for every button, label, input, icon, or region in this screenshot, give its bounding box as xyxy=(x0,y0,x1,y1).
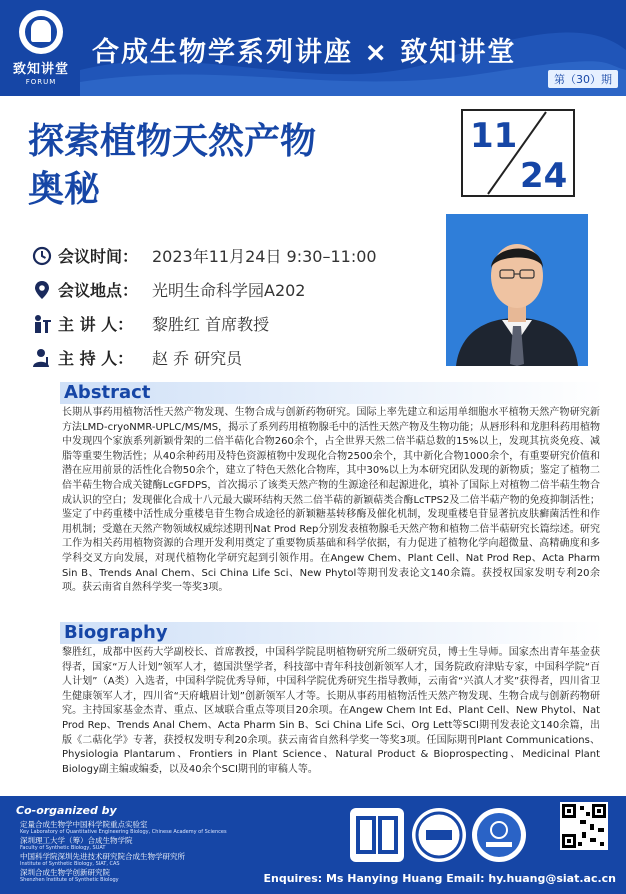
organizer-en: Shenzhen Institute of Synthetic Biology xyxy=(20,877,119,883)
biography-title: Biography xyxy=(60,622,604,644)
organizer-cn: 深圳合成生物学创新研究院 xyxy=(20,868,110,877)
abstract-title: Abstract xyxy=(60,382,604,404)
header-banner xyxy=(0,0,626,96)
lecture-title-line2: 奥秘 xyxy=(28,169,101,210)
abstract-text: 长期从事药用植物活性天然产物发现、生物合成与创新药物研究。国际上率先建立和运用单细胞水平植物天然产物研究新方法LMD-cryoNMR-UPLC/MS/MS，揭示了系列药用植物腺毛中的活性天然产物及生物功能；从唇形科和龙胆科药用植物中发现四个家族系列新颖骨架的二倍半萜化合物260余个，占全世界天然二倍半萜总数的15%以上，发现其抗炎免疫、减脂等重要生物活性；从40余种药用及特色资源植物中发现化合物2500余个，其中新化合物1000余个，有重要研究价值和潜在应用前景的活性化合物50余个，建立了特色天然化合物库，其中30%以上为本研究团队发现的新物质；鉴定了植物二倍半萜生物合成关键酶LcGFDPS，首次揭示了该类天然产物的生源途径和起源进化，填补了国际上对植物二倍半萜生物合成认识的空白；发现催化合成十八元最大碳环结构天然二倍半萜的新颖萜类合酶LcTPS2及二倍半萜产物的免疫抑制活性；鉴定了中药重楼中活性成分重楼皂苷生物合成途径的新颖糖基转移酶及催化机制，发现重楼皂苷显著抗皮肤癣菌活性和作用机制；受邀在天然产物领域权威综述期刊Nat Prod Rep分别发表植物腺毛天然产物和植物二倍半萜研究长篇综述。研究工作为相关药用植物资源的合理开发利用奠定了重要物质基础和科学依据，有力促进了植物化学向超微量、高精确度和多学科交叉方向发展，对现代植物化学研究起到引领作用。在Angew Chem、Plant Cell、Nat Prod Rep、Acta Pharm Sin B、Trends Anal Chem、Sci China Life Sci、New Phytol等期刊发表论文140余篇。获授权国家发明专利20余项。获云南省自然科学奖一等奖3项。 xyxy=(62,407,600,594)
location-pin-icon xyxy=(32,280,52,300)
forum-emblem-icon xyxy=(19,10,63,54)
info-speaker xyxy=(32,312,269,336)
lecture-title xyxy=(28,118,428,214)
footer-banner xyxy=(0,796,626,894)
info-time xyxy=(32,244,377,268)
forum-logo xyxy=(8,10,74,88)
info-host xyxy=(32,346,242,370)
logo-sub: FORUM xyxy=(25,78,57,86)
isynbio-logo-icon xyxy=(472,808,526,862)
host-person-icon xyxy=(32,348,52,368)
co-organized-title: Co-organized by xyxy=(16,804,117,817)
organizer-en: Key Laboratory of Quantitative Engineering Biology, Chinese Academy of Sciences xyxy=(20,829,227,835)
place-value: 光明生命科学园A202 xyxy=(152,281,306,300)
time-value: 2023年11月24日 9:30–11:00 xyxy=(152,247,377,266)
speaker-label: 主 讲 人： xyxy=(58,315,134,334)
speaker-photo xyxy=(446,214,588,366)
biography-text: 黎胜红，成都中医药大学副校长、首席教授，中国科学院昆明植物研究所二级研究员，博士生导师。国家杰出青年基金获得者，国家“万人计划”领军人才，德国洪堡学者，科技部中青年科技创新领军人才，国务院政府津贴专家，中国科学院“百人计划”（A类）入选者，中国科学院优秀导师，中国科学院优秀研究生指导教师，云南省“兴滇人才奖”获得者，四川省卫生健康领军人才，四川省“天府峨眉计划”创新领军人才等。长期从事药用植物活性天然产物发现、生物合成与创新药物研究。主持国家基金杰青、重点、区域联合重点等项目20余项。在Angew Chem Int Ed、Plant Cell、New Phytol、Nat Prod Rep、Trends Anal Chem、Acta Pharm Sin B、Sci China Life Sci、Org Lett等SCI期刊发表论文140余篇，出版《二萜化学》专著，获授权发明专利20余项。获云南省自然科学奖一等奖3项。任国际期刊Plant Communications、Physiologia Plantarum、Frontiers in Plant Science、Natural Product & Bioprospecting、Medicinal Plant Biology副主编或编委，以及40余个SCI期刊的审稿人等。 xyxy=(62,647,600,775)
enquiry-contact: Enquires: Ms Hanying Huang Email: hy.huang@siat.ac.cn xyxy=(263,872,616,885)
host-label: 主 持 人： xyxy=(58,349,134,368)
info-place xyxy=(32,278,306,302)
host-value: 赵 乔 研究员 xyxy=(152,349,243,368)
date-day: 24 xyxy=(520,156,568,196)
date-month: 11 xyxy=(470,116,518,156)
lecture-title-line1: 探索植物天然产物 xyxy=(28,121,317,162)
organizer-cn: 定量合成生物学中国科学院重点实验室 xyxy=(20,820,148,829)
logo-text: 致知讲堂 xyxy=(12,62,69,77)
issue-badge: 第（30）期 xyxy=(548,70,618,88)
organizer-en: Faculty of Synthetic Biology, SUAT xyxy=(20,845,106,851)
clock-icon xyxy=(32,246,52,266)
organizer-en: Institute of Synthetic Biology, SIAT, CAS xyxy=(20,861,120,867)
place-label: 会议地点： xyxy=(58,281,139,300)
speaker-podium-icon xyxy=(32,314,52,334)
qr-code-icon xyxy=(560,802,608,850)
date-box xyxy=(460,108,576,198)
time-label: 会议时间： xyxy=(58,247,139,266)
speaker-value: 黎胜红 首席教授 xyxy=(152,315,270,334)
organizer-cn: 中国科学院深圳先进技术研究院合成生物学研究所 xyxy=(20,852,185,861)
siat-logo-icon xyxy=(412,808,466,862)
suat-logo-icon xyxy=(350,808,404,862)
series-title: 合成生物学系列讲座 × 致知讲堂 xyxy=(92,37,517,68)
organizer-cn: 深圳理工大学（筹）合成生物学院 xyxy=(20,836,133,845)
